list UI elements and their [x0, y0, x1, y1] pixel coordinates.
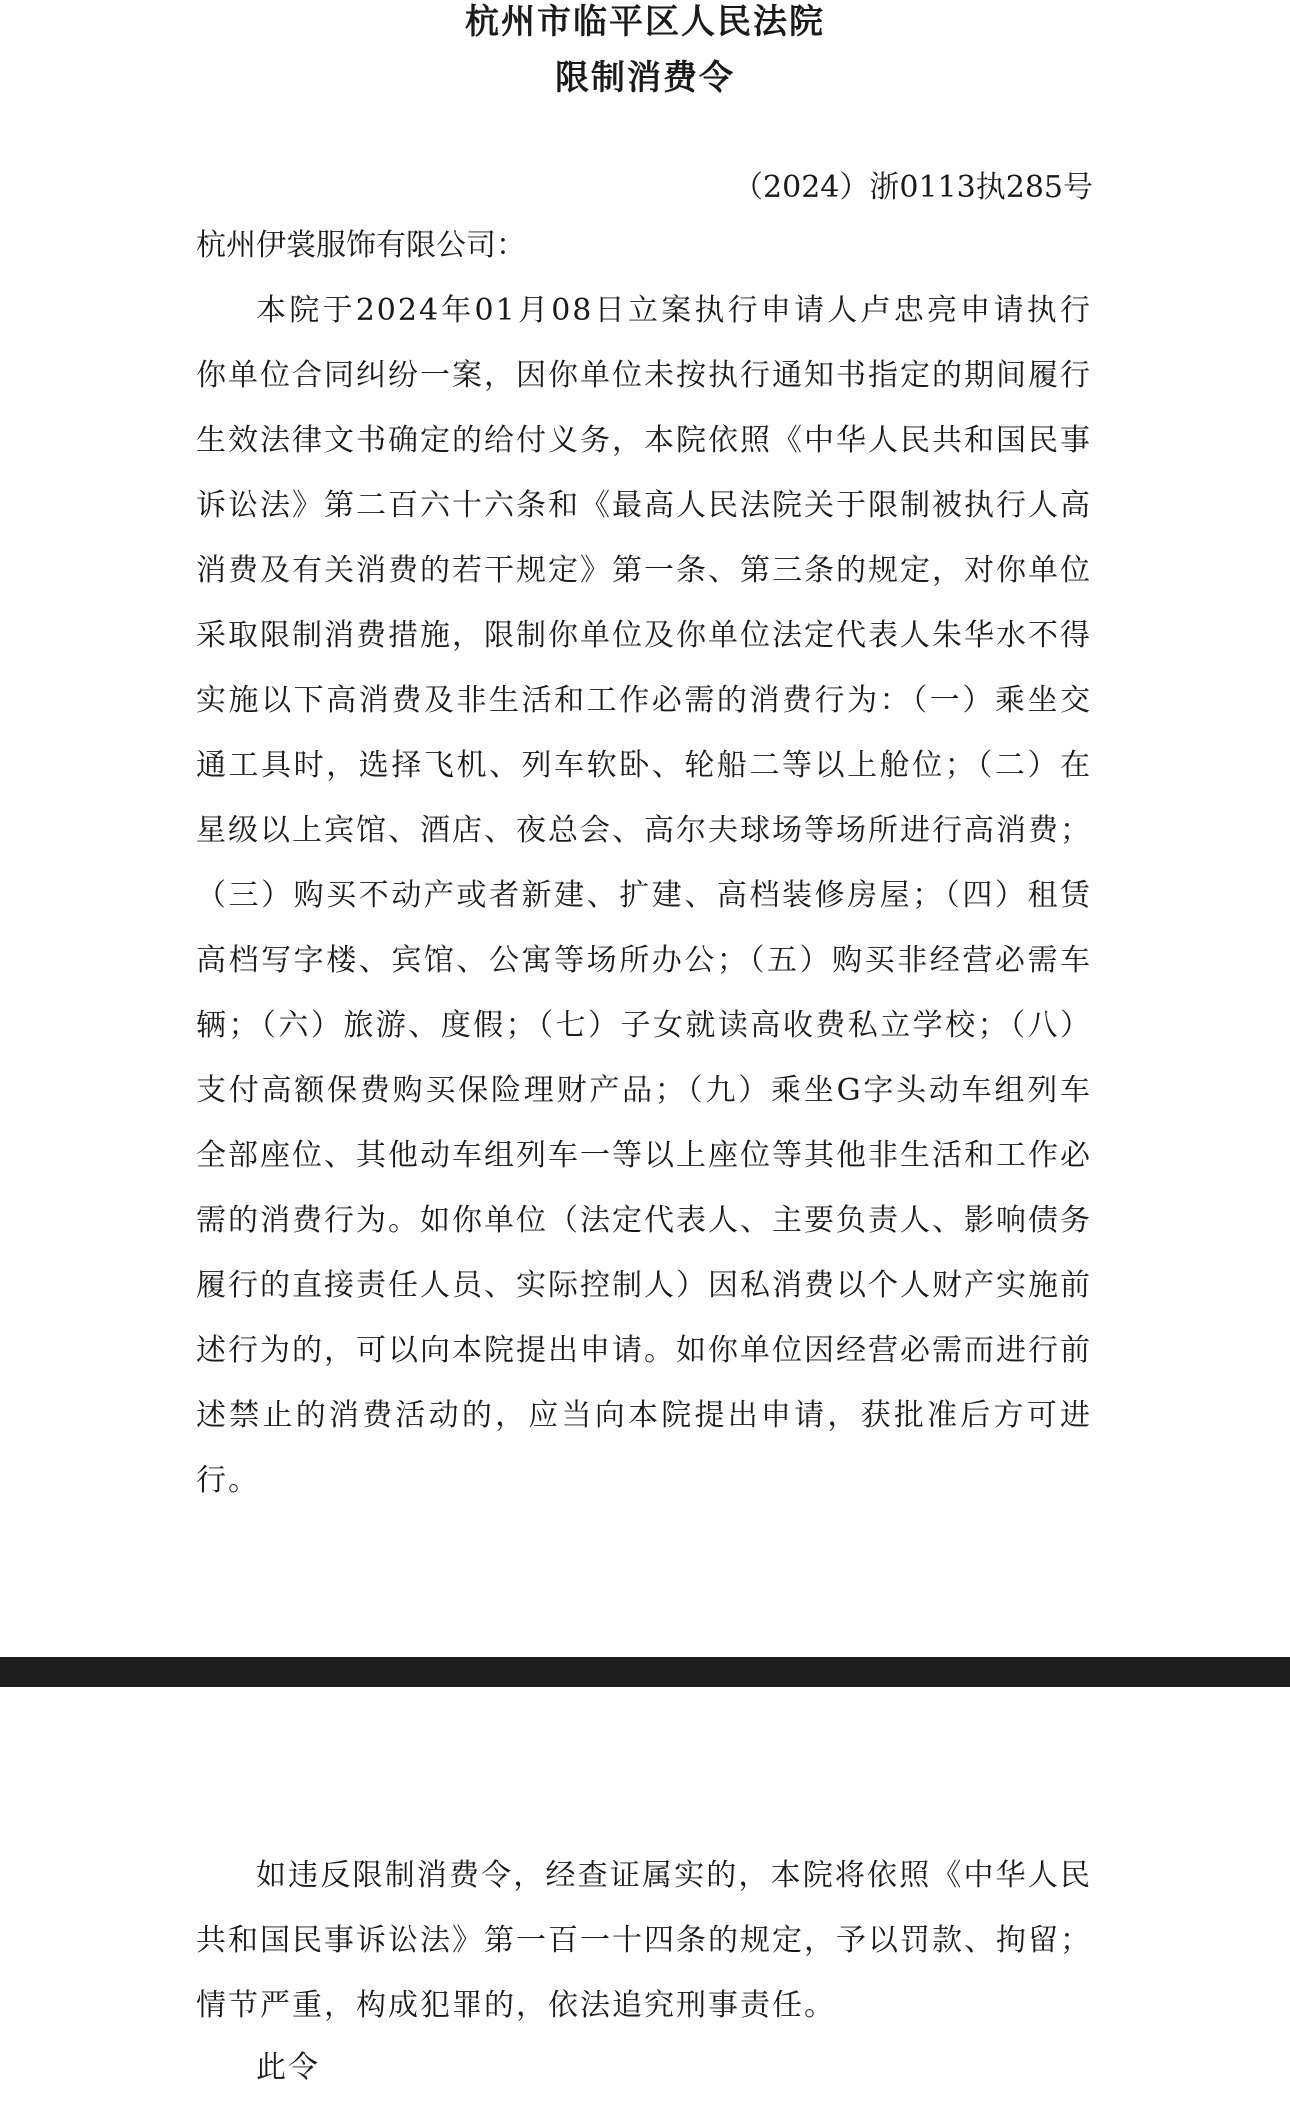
addressee: 杭州伊裳服饰有限公司： — [196, 228, 526, 263]
court-name: 杭州市临平区人民法院 — [465, 2, 825, 42]
page-divider — [0, 1657, 1290, 1687]
main-paragraph: 本院于2024年01月08日立案执行申请人卢忠亮申请执行你单位合同纠纷一案，因你单位未按执行通知书指定的期间履行生效法律文书确定的给付义务，本院依照《中华人民共和国民事诉讼法》第二百六十六条和《最高人民法院关于限制被执行人高消费及有关消费的若干规定》第一条、第三条的规定，对你单位采取限制消费措施，限制你单位及你单位法定代表人朱华水不得实施以下高消费及非生活和工作必需的消费行为：（一）乘坐交通工具时，选择飞机、列车软卧、轮船二等以上舱位；（二）在星级以上宾馆、酒店、夜总会、高尔夫球场等场所进行高消费；（三）购买不动产或者新建、扩建、高档装修房屋；（四）租赁高档写字楼、宾馆、公寓等场所办公；（五）购买非经营必需车辆；（六）旅游、度假；（七）子女就读高收费私立学校；（八）支付高额保费购买保险理财产品；（九）乘坐G字头动车组列车全部座位、其他动车组列车一等以上座位等其他非生活和工作必需的消费行为。如你单位（法定代表人、主要负责人、影响债务履行的直接责任人员、实际控制人）因私消费以个人财产实施前述行为的，可以向本院提出申请。如你单位因经营必需而进行前述禁止的消费活动的，应当向本院提出申请，获批准后方可进行。 — [196, 293, 1092, 1498]
closing-statement: 此令 — [256, 2050, 320, 2085]
warning-paragraph: 如违反限制消费令，经查证属实的，本院将依照《中华人民共和国民事诉讼法》第一百一十四条的规定，予以罚款、拘留；情节严重，构成犯罪的，依法追究刑事责任。 — [196, 1858, 1092, 2023]
case-number: （2024）浙0113执285号 — [733, 170, 1093, 205]
document-title: 限制消费令 — [555, 58, 735, 98]
